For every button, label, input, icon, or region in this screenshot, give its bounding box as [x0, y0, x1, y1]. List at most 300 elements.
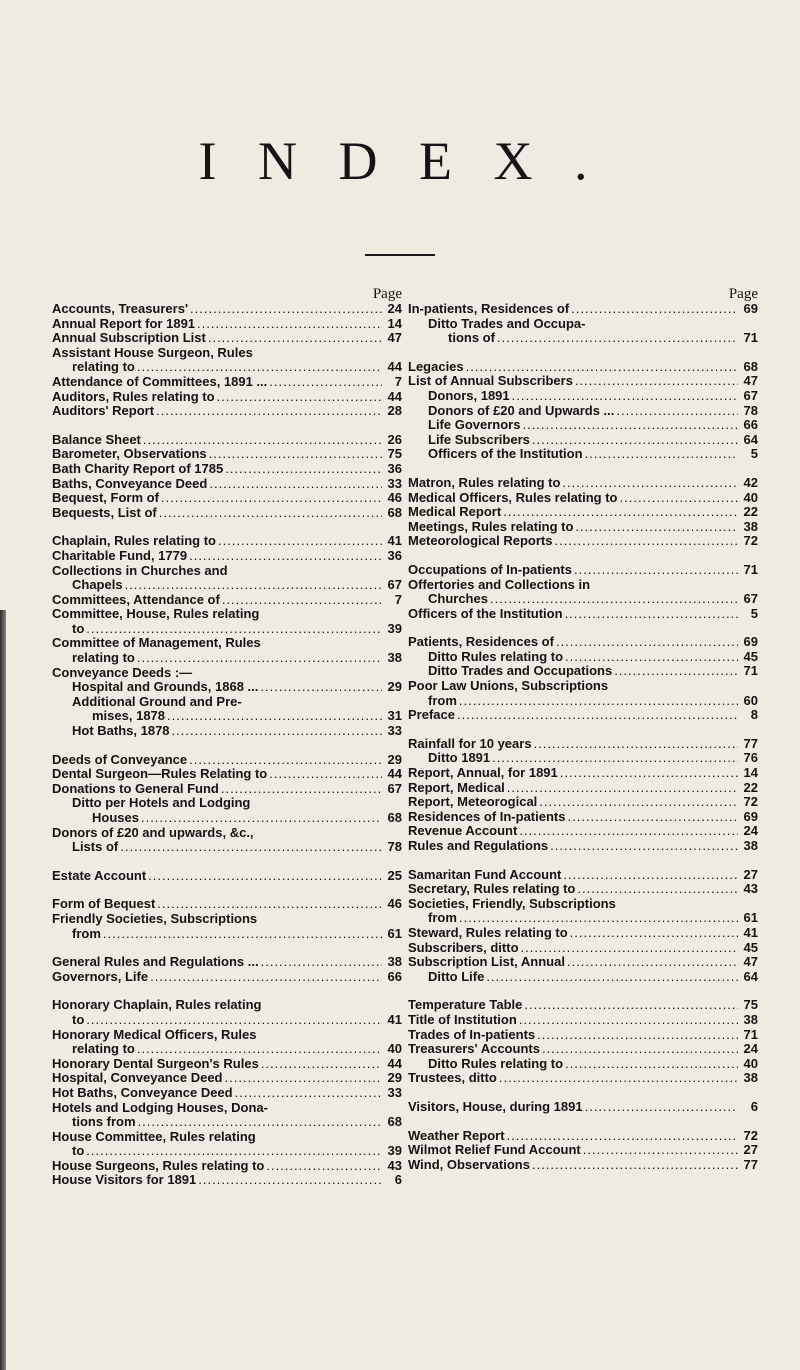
dot-leader — [190, 302, 382, 317]
entry-row — [52, 1173, 402, 1188]
section-gap — [52, 941, 402, 955]
entry-row — [52, 753, 402, 768]
dot-leader — [137, 360, 382, 375]
section-gap — [408, 984, 758, 998]
dot-leader — [198, 1173, 382, 1188]
entry-row — [408, 751, 758, 766]
entry-row — [408, 926, 758, 941]
entry-text: from — [428, 692, 457, 708]
page-number: 43 — [743, 881, 758, 897]
index-entry — [408, 578, 758, 607]
entry-text: Rainfall for 10 years — [408, 735, 532, 751]
index-entry — [408, 955, 758, 970]
index-subentry — [408, 389, 758, 404]
dot-leader — [143, 433, 382, 448]
entry-row — [408, 810, 758, 825]
index-entry — [52, 1130, 402, 1159]
dot-leader — [519, 824, 738, 839]
page-number: 40 — [387, 1041, 402, 1057]
entry-text: Donors, 1891 — [428, 387, 510, 403]
entry-row — [408, 520, 758, 535]
entry-row — [52, 360, 402, 375]
entry-row — [52, 1057, 402, 1072]
entry-row — [52, 534, 402, 549]
column-header-page: Page — [728, 286, 758, 302]
page-number: 45 — [743, 648, 758, 664]
page-number: 8 — [750, 707, 758, 723]
dot-leader — [141, 811, 382, 826]
entry-text: Revenue Account — [408, 823, 518, 839]
entry-heading-line: Poor Law Unions, Subscriptions — [408, 678, 609, 694]
section-gap — [52, 419, 402, 433]
entry-row — [52, 477, 402, 492]
entry-row — [408, 795, 758, 810]
index-entry — [52, 897, 402, 912]
dot-leader — [575, 374, 738, 389]
entry-row — [52, 331, 402, 346]
index-entry — [408, 941, 758, 956]
index-entry — [408, 1129, 758, 1144]
page-number: 47 — [743, 373, 758, 389]
entry-row — [52, 811, 402, 826]
index-subentry — [408, 664, 758, 679]
entry-row — [408, 331, 758, 346]
page-number: 44 — [387, 359, 402, 375]
index-entry — [52, 1159, 402, 1174]
entry-row — [408, 737, 758, 752]
dot-leader — [524, 998, 738, 1013]
entry-row — [408, 534, 758, 549]
index-subentry — [408, 970, 758, 985]
page-number: 78 — [387, 839, 402, 855]
page-number: 29 — [387, 679, 402, 695]
dot-leader — [103, 927, 382, 942]
page-number: 71 — [743, 561, 758, 577]
page-number: 24 — [743, 1041, 758, 1057]
index-entry — [408, 1100, 758, 1115]
page-number: 67 — [387, 577, 402, 593]
page-number: 69 — [743, 808, 758, 824]
page-number: 44 — [387, 1055, 402, 1071]
section-gap — [408, 549, 758, 563]
page-number: 6 — [750, 1098, 758, 1114]
index-subentry — [408, 404, 758, 419]
index-entry — [52, 404, 402, 419]
entry-row — [52, 404, 402, 419]
dot-leader — [620, 491, 739, 506]
index-subentry — [52, 724, 402, 739]
entry-text: Subscribers, ditto — [408, 939, 519, 955]
index-entry — [408, 766, 758, 781]
index-entry — [408, 360, 758, 375]
entry-row — [52, 549, 402, 564]
page-number: 68 — [387, 504, 402, 520]
entry-row — [408, 635, 758, 650]
page-number: 7 — [394, 373, 402, 389]
dot-leader — [266, 1159, 382, 1174]
page-number: 38 — [387, 650, 402, 666]
dot-leader — [209, 447, 382, 462]
page-number: 44 — [387, 766, 402, 782]
entry-row — [408, 592, 758, 607]
dot-leader — [148, 869, 382, 884]
entry-text: Life Governors — [428, 417, 521, 433]
entry-heading-line: Collections in Churches and — [52, 562, 228, 578]
entry-row — [408, 694, 758, 709]
entry-text: Preface — [408, 707, 455, 723]
entry-text: Subscription List, Annual — [408, 954, 565, 970]
index-entry — [52, 549, 402, 564]
entry-text: Officers of the Institution — [428, 446, 583, 462]
page-number: 41 — [387, 533, 402, 549]
entry-row — [408, 911, 758, 926]
index-entry — [52, 477, 402, 492]
index-entry — [52, 346, 402, 375]
section-gap — [408, 621, 758, 635]
index-subentry — [52, 680, 402, 695]
page-title: I N D E X . — [198, 131, 602, 191]
entry-text: Patients, Residences of — [408, 634, 554, 650]
page-number: 60 — [743, 692, 758, 708]
index-entry — [52, 753, 402, 768]
entry-text: Steward, Rules relating to — [408, 924, 568, 940]
entry-text: to — [72, 1011, 85, 1027]
page-number: 25 — [387, 867, 402, 883]
entry-row — [52, 680, 402, 695]
dot-leader — [585, 1100, 738, 1115]
index-subentry — [408, 317, 758, 346]
entry-row — [408, 998, 758, 1013]
dot-leader — [208, 331, 382, 346]
entry-row — [52, 1144, 402, 1159]
dot-leader — [86, 1144, 382, 1159]
page-number: 24 — [387, 301, 402, 316]
index-entry — [408, 1042, 758, 1057]
entry-row — [52, 927, 402, 942]
entry-heading-line: Conveyance Deeds :— — [52, 664, 193, 680]
entry-row — [52, 840, 402, 855]
dot-leader — [222, 593, 382, 608]
entry-heading-line: Honorary Chaplain, Rules relating — [52, 997, 262, 1013]
entry-row — [408, 404, 758, 419]
page-number: 67 — [743, 387, 758, 403]
dot-leader — [532, 433, 738, 448]
entry-text: Deeds of Conveyance — [52, 751, 188, 767]
entry-text: Committees, Attendance of — [52, 591, 220, 607]
entry-text: from — [72, 925, 101, 941]
entry-text: Chaplain, Rules relating to — [52, 533, 216, 549]
entry-text: mises, 1878 — [92, 708, 166, 724]
page-edge-shadow — [0, 610, 6, 1370]
page-number: 14 — [387, 315, 402, 331]
entry-text: Bath Charity Report of 1785 — [52, 460, 224, 476]
section-gap — [408, 1115, 758, 1129]
page-number: 72 — [743, 794, 758, 810]
entry-heading-line: Assistant House Surgeon, Rules — [52, 344, 253, 360]
page-number: 41 — [387, 1011, 402, 1027]
entry-text: Occupations of In-patients — [408, 561, 572, 577]
dot-leader — [507, 1129, 738, 1144]
dot-leader — [189, 549, 382, 564]
index-entry — [408, 839, 758, 854]
entry-heading-line: Donors of £20 and upwards, &c., — [52, 824, 254, 840]
entry-row — [52, 593, 402, 608]
dot-leader — [556, 635, 738, 650]
dot-leader — [567, 810, 738, 825]
index-entry — [408, 302, 758, 317]
entry-row — [408, 650, 758, 665]
entry-row — [408, 868, 758, 883]
page-number: 76 — [743, 750, 758, 766]
entry-row — [52, 317, 402, 332]
dot-leader — [457, 708, 738, 723]
dot-leader — [585, 447, 738, 462]
dot-leader — [120, 840, 382, 855]
entry-text: Lists of — [72, 839, 119, 855]
entry-text: Samaritan Fund Account — [408, 866, 562, 882]
entry-text: Wind, Observations — [408, 1156, 530, 1172]
dot-leader — [521, 941, 738, 956]
entry-text: Charitable Fund, 1779 — [52, 547, 188, 563]
entry-heading-line: Ditto Trades and Occupa- — [428, 315, 586, 331]
dot-leader — [532, 1158, 738, 1173]
index-entry — [408, 534, 758, 549]
page-number: 22 — [743, 779, 758, 795]
index-entry — [52, 462, 402, 477]
dot-leader — [260, 680, 382, 695]
dot-leader — [575, 520, 738, 535]
entry-text: tions of — [448, 330, 495, 346]
section-gap — [408, 1086, 758, 1100]
entry-text: relating to — [72, 359, 135, 375]
entry-heading-line: Honorary Medical Officers, Rules — [52, 1026, 257, 1042]
entry-text: Ditto 1891 — [428, 750, 491, 766]
page-number: 66 — [743, 417, 758, 433]
dot-leader — [225, 1071, 383, 1086]
entry-row — [408, 491, 758, 506]
entry-row — [52, 1115, 402, 1130]
index-entry — [408, 1028, 758, 1043]
entry-text: List of Annual Subscribers — [408, 373, 573, 389]
section-gap — [408, 854, 758, 868]
entry-heading-line: Committee of Management, Rules — [52, 635, 261, 651]
entry-row — [408, 941, 758, 956]
dot-leader — [150, 970, 382, 985]
entry-text: relating to — [72, 650, 135, 666]
entry-text: Hospital, Conveyance Deed — [52, 1070, 223, 1086]
entry-heading-line: House Committee, Rules relating — [52, 1128, 256, 1144]
dot-leader — [492, 751, 738, 766]
index-entry — [408, 882, 758, 897]
index-entry — [52, 826, 402, 855]
page-number: 27 — [743, 866, 758, 882]
index-entry — [408, 505, 758, 520]
dot-leader — [459, 911, 738, 926]
page-number: 26 — [387, 431, 402, 447]
index-entry — [408, 1013, 758, 1028]
section-gap — [408, 723, 758, 737]
page-number: 69 — [743, 301, 758, 316]
index-entry — [52, 593, 402, 608]
entry-text: Trades of In-patients — [408, 1026, 536, 1042]
entry-text: Report, Medical — [408, 779, 505, 795]
page-number: 71 — [743, 663, 758, 679]
entry-row — [52, 955, 402, 970]
index-entry — [408, 476, 758, 491]
entry-heading-line: Hotels and Lodging Houses, Dona- — [52, 1099, 268, 1115]
index-entry — [52, 491, 402, 506]
entry-text: Weather Report — [408, 1127, 505, 1143]
entry-text: Rules and Regulations — [408, 838, 549, 853]
entry-row — [408, 1100, 758, 1115]
index-entry — [52, 447, 402, 462]
entry-row — [408, 302, 758, 317]
dot-leader — [539, 795, 738, 810]
page-number: 61 — [387, 925, 402, 941]
page-number: 46 — [387, 896, 402, 912]
entry-row — [52, 1071, 402, 1086]
entry-text: tions from — [72, 1114, 136, 1130]
section-gap — [408, 346, 758, 360]
entry-text: to — [72, 1143, 85, 1159]
entry-row — [52, 1013, 402, 1028]
entry-row — [408, 1071, 758, 1086]
page-number: 33 — [387, 475, 402, 491]
index-entry — [52, 1086, 402, 1101]
dot-leader — [161, 491, 382, 506]
dot-leader — [261, 955, 382, 970]
entry-row — [408, 955, 758, 970]
page-number: 75 — [387, 446, 402, 462]
entry-text: Donors of £20 and Upwards ... — [428, 402, 615, 418]
dot-leader — [567, 955, 738, 970]
page-number: 40 — [743, 489, 758, 505]
entry-text: Meteorological Reports — [408, 533, 553, 549]
entry-text: Hot Baths, Conveyance Deed — [52, 1084, 233, 1100]
entry-row — [52, 782, 402, 797]
dot-leader — [218, 534, 382, 549]
dot-leader — [490, 592, 738, 607]
dot-leader — [125, 578, 382, 593]
entry-row — [408, 708, 758, 723]
entry-row — [408, 360, 758, 375]
title-rule — [365, 254, 435, 256]
entry-row — [52, 1042, 402, 1057]
index-entry — [408, 824, 758, 839]
entry-row — [52, 375, 402, 390]
entry-row — [52, 1086, 402, 1101]
index-entry — [408, 998, 758, 1013]
index-subentry — [408, 751, 758, 766]
entry-row — [52, 433, 402, 448]
page-number: 33 — [387, 1084, 402, 1100]
dot-leader — [616, 404, 738, 419]
page-number: 68 — [387, 810, 402, 825]
index-entry — [52, 433, 402, 448]
entry-text: Residences of In-patients — [408, 808, 566, 824]
entry-row — [52, 447, 402, 462]
entry-text: Wilmot Relief Fund Account — [408, 1142, 581, 1158]
dot-leader — [221, 782, 382, 797]
index-subentry — [408, 418, 758, 433]
page-number: 78 — [743, 402, 758, 418]
entry-text: Meetings, Rules relating to — [408, 518, 574, 534]
dot-leader — [86, 1013, 382, 1028]
dot-leader — [167, 709, 382, 724]
page-number: 6 — [394, 1172, 402, 1188]
entry-text: Attendance of Committees, 1891 ... — [52, 373, 268, 389]
entry-text: House Visitors for 1891 — [52, 1172, 197, 1188]
entry-text: Donations to General Fund — [52, 780, 219, 796]
entry-row — [408, 1143, 758, 1158]
dot-leader — [503, 505, 738, 520]
entry-text: Ditto Rules relating to — [428, 1055, 564, 1071]
page-number: 44 — [387, 388, 402, 404]
entry-row — [408, 1129, 758, 1144]
index-entry — [52, 869, 402, 884]
dot-leader — [156, 404, 382, 419]
entry-row — [52, 390, 402, 405]
entry-row — [408, 824, 758, 839]
page-number: 69 — [743, 634, 758, 650]
index-entry — [52, 534, 402, 549]
entry-text: General Rules and Regulations ... — [52, 954, 259, 970]
entry-text: from — [428, 910, 457, 926]
entry-text: Chapels — [72, 577, 123, 593]
entry-text: Barometer, Observations — [52, 446, 207, 462]
index-entry — [408, 868, 758, 883]
page-number: 77 — [743, 735, 758, 751]
index-entry — [52, 666, 402, 681]
entry-text: Matron, Rules relating to — [408, 474, 561, 490]
dot-leader — [571, 302, 738, 317]
index-entry — [52, 331, 402, 346]
page-number: 66 — [387, 968, 402, 984]
page-number: 5 — [750, 446, 758, 462]
section-gap — [52, 739, 402, 753]
page-number: 77 — [743, 1156, 758, 1172]
entry-text: Houses — [92, 810, 139, 825]
page-number: 67 — [387, 780, 402, 796]
entry-heading-line: Additional Ground and Pre- — [72, 693, 242, 709]
index-entry — [408, 520, 758, 535]
dot-leader — [563, 868, 738, 883]
page-number: 38 — [743, 518, 758, 534]
page-number: 38 — [387, 954, 402, 970]
entry-row — [408, 882, 758, 897]
dot-leader — [550, 839, 738, 854]
index-entry — [52, 636, 402, 665]
dot-leader — [172, 724, 382, 739]
column-header-page: Page — [372, 286, 402, 302]
entry-row — [408, 418, 758, 433]
index-entry — [52, 767, 402, 782]
page-number: 72 — [743, 1127, 758, 1143]
index-subentry — [408, 433, 758, 448]
entry-text: Estate Account — [52, 867, 147, 883]
entry-row — [52, 491, 402, 506]
entry-text: Temperature Table — [408, 997, 523, 1013]
entry-heading-line: Societies, Friendly, Subscriptions — [408, 895, 616, 911]
entry-row — [408, 664, 758, 679]
page-number: 39 — [387, 1143, 402, 1159]
page-number: 36 — [387, 547, 402, 563]
entry-row — [52, 302, 402, 317]
entry-text: Medical Report — [408, 504, 502, 520]
entry-row — [52, 767, 402, 782]
section-gap — [52, 855, 402, 869]
index-subentry — [52, 796, 402, 825]
